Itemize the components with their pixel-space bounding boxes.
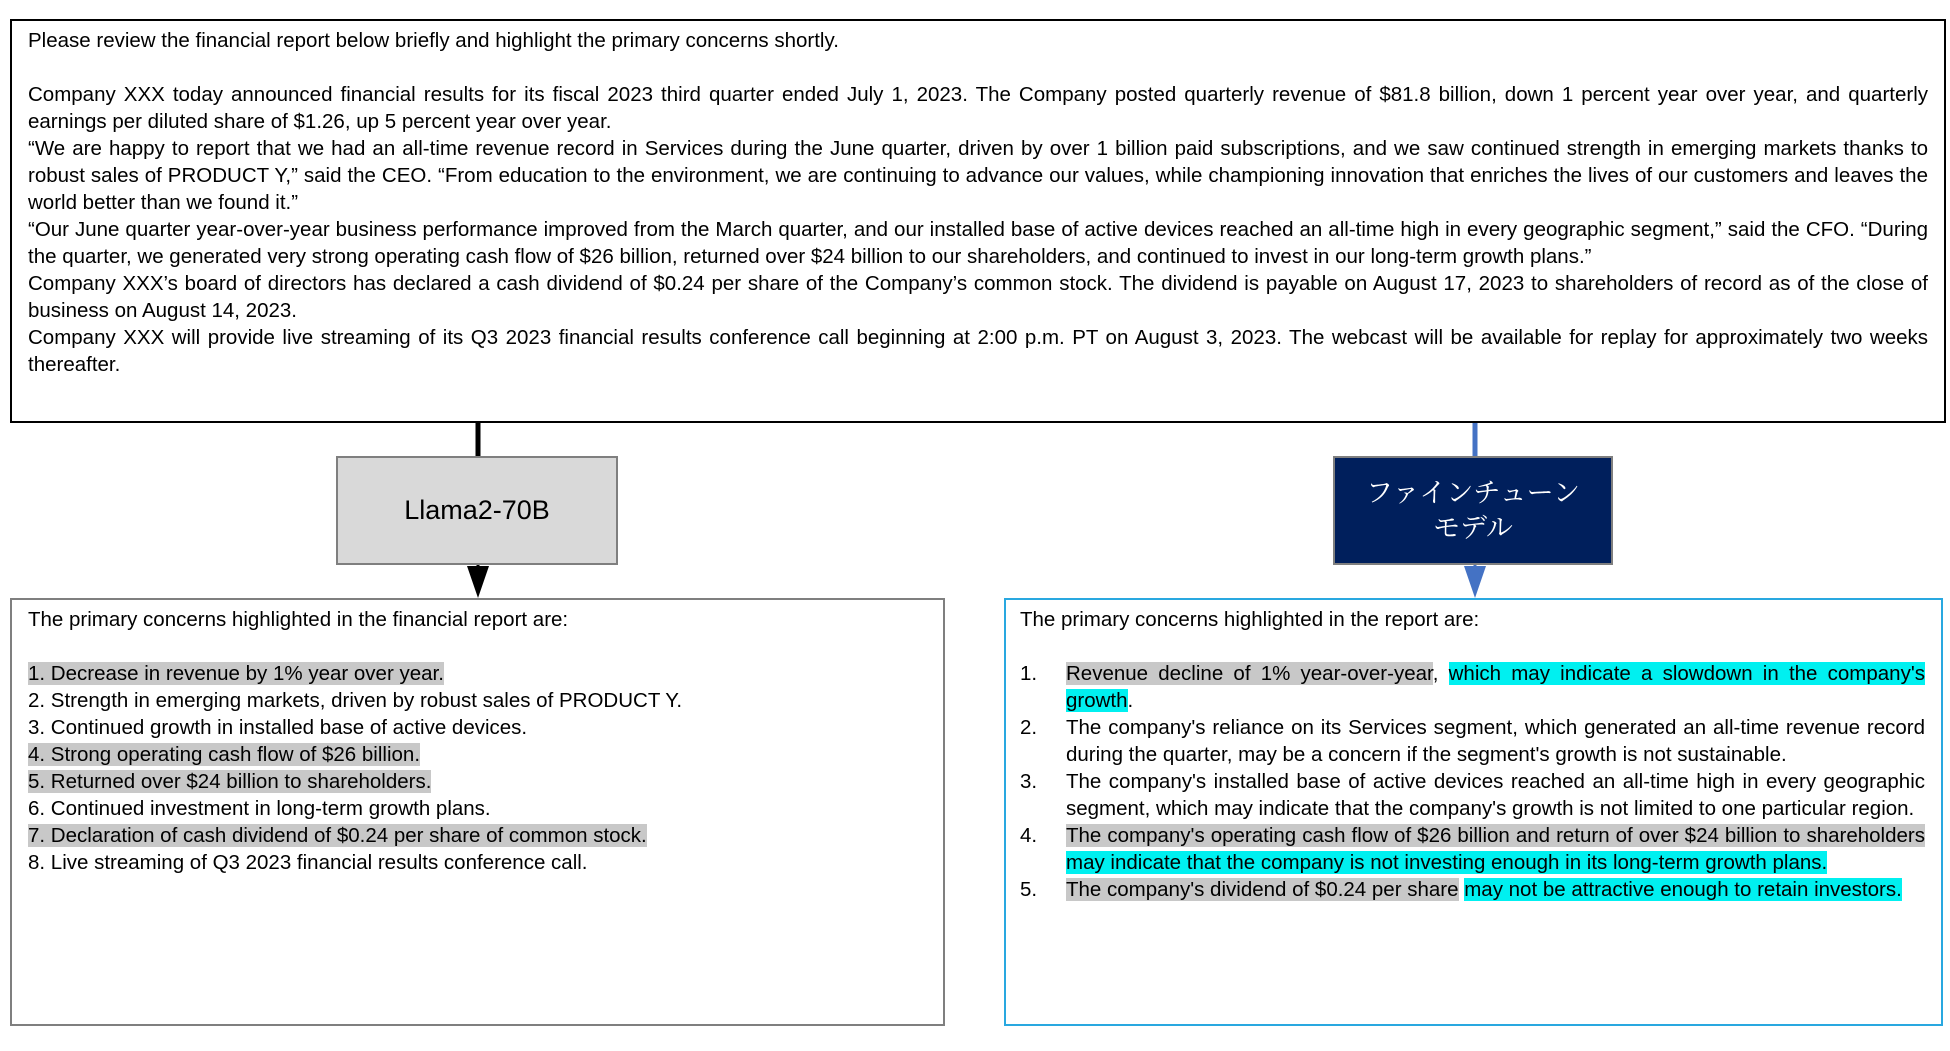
finetuned-output-box bbox=[1004, 598, 1943, 1026]
item-text: 3. Continued growth in installed base of active devices. bbox=[28, 716, 528, 739]
concern-highlight: which may indicate a slowdown in the company's growth bbox=[1066, 662, 1925, 712]
item-text: The company's reliance on its Services segment, which generated an all-time revenue record during the quarter, may be a concern if the segment's growth is not sustainable. bbox=[1066, 716, 1925, 766]
item-number: 5. bbox=[1020, 878, 1038, 901]
baseline-concern-item bbox=[28, 795, 927, 822]
concern-highlight: may indicate that the company is not investing enough in its long-term growth plans. bbox=[1066, 851, 1828, 874]
fact-highlight: The company's operating cash flow of $26 billion and return of over $24 billion to shareholders bbox=[1066, 824, 1925, 847]
finetuned-concern-item bbox=[1020, 660, 1925, 714]
item-number: 1. bbox=[1020, 662, 1038, 685]
left-arrowhead bbox=[467, 566, 489, 598]
item-number: 2. bbox=[1020, 716, 1038, 739]
baseline-concern-list bbox=[28, 660, 927, 876]
baseline-concern-item bbox=[28, 714, 927, 741]
finetuned-concern-item bbox=[1020, 714, 1925, 768]
finetuned-concern-item bbox=[1020, 876, 1925, 903]
item-text: 2. Strength in emerging markets, driven by robust sales of PRODUCT Y. bbox=[28, 689, 683, 712]
finetuned-model-box bbox=[1333, 456, 1613, 565]
report-paragraph: Company XXX today announced financial results for its fiscal 2023 third quarter ended July 1, 2023. The Company posted quarterly revenue of $81.8 billion, down 1 percent year over year, and quarterly earnings per diluted share of $1.26, up 5 percent year over year. bbox=[28, 83, 1928, 133]
item-text bbox=[1066, 822, 1925, 876]
highlighted-text: 4. Strong operating cash flow of $26 billion. bbox=[28, 743, 421, 766]
item-text: 8. Live streaming of Q3 2023 financial results conference call. bbox=[28, 851, 588, 874]
finetuned-concern-list bbox=[1020, 660, 1925, 903]
baseline-output-intro: The primary concerns highlighted in the financial report are: bbox=[28, 608, 569, 631]
item-text: 6. Continued investment in long-term growth plans. bbox=[28, 797, 491, 820]
report-paragraph: “We are happy to report that we had an all-time revenue record in Services during the June quarter, driven by over 1 billion paid subscriptions, and we saw continued strength in emerging markets thanks to robust sales of PRODUCT Y,” said the CEO. “From education to the environment, we are continuing to advance our values, while championing innovation that enriches the lives of our customers and leaves the world better than we found it.” bbox=[28, 137, 1928, 214]
item-text bbox=[1066, 660, 1925, 714]
item-text bbox=[1066, 876, 1925, 903]
prompt-instruction: Please review the financial report below briefly and highlight the primary concerns shortly. bbox=[28, 29, 839, 52]
baseline-model-label: Llama2-70B bbox=[404, 495, 550, 525]
baseline-concern-item bbox=[28, 849, 927, 876]
item-text: The company's installed base of active devices reached an all-time high in every geographic segment, which may indicate that the company's growth is not limited to one particular region. bbox=[1066, 770, 1925, 820]
report-paragraph: “Our June quarter year-over-year business performance improved from the March quarter, and our installed base of active devices reached an all-time high in every geographic segment,” said the CFO. “During the quarter, we generated very strong operating cash flow of $26 billion, returned over $24 billion to our shareholders, and continued to invest in our long-term growth plans.” bbox=[28, 218, 1928, 268]
baseline-concern-item bbox=[28, 822, 927, 849]
terminal-period: . bbox=[1127, 689, 1134, 712]
finetuned-concern-item bbox=[1020, 768, 1925, 822]
baseline-concern-item bbox=[28, 741, 927, 768]
baseline-concern-item bbox=[28, 687, 927, 714]
baseline-model-box bbox=[336, 456, 618, 565]
report-paragraph: Company XXX will provide live streaming of its Q3 2023 financial results conference call beginning at 2:00 p.m. PT on August 3, 2023. The webcast will be available for replay for approximately two weeks thereafter. bbox=[28, 326, 1928, 376]
highlighted-text: 1. Decrease in revenue by 1% year over year. bbox=[28, 662, 444, 685]
concern-highlight: may not be attractive enough to retain investors. bbox=[1464, 878, 1902, 901]
baseline-output-box bbox=[10, 598, 945, 1026]
highlighted-text: 7. Declaration of cash dividend of $0.24 per share of common stock. bbox=[28, 824, 647, 847]
item-number: 4. bbox=[1020, 824, 1038, 847]
finetuned-model-label-line2: モデル bbox=[1433, 512, 1513, 544]
baseline-concern-item bbox=[28, 660, 927, 687]
report-paragraph: Company XXX’s board of directors has declared a cash dividend of $0.24 per share of the Company’s common stock. The dividend is payable on August 17, 2023 to shareholders of record as of the close of business on August 14, 2023. bbox=[28, 272, 1928, 322]
item-number: 3. bbox=[1020, 770, 1038, 793]
finetuned-output-intro: The primary concerns highlighted in the report are: bbox=[1020, 608, 1480, 631]
right-arrowhead bbox=[1464, 566, 1486, 598]
separator: , bbox=[1432, 662, 1449, 685]
finetuned-model-label-line1: ファインチューン bbox=[1365, 477, 1581, 509]
finetuned-concern-item bbox=[1020, 822, 1925, 876]
fact-highlight: The company's dividend of $0.24 per share bbox=[1066, 878, 1459, 901]
highlighted-text: 5. Returned over $24 billion to shareholders. bbox=[28, 770, 432, 793]
baseline-concern-item bbox=[28, 768, 927, 795]
fact-highlight: Revenue decline of 1% year-over-year bbox=[1066, 662, 1433, 685]
